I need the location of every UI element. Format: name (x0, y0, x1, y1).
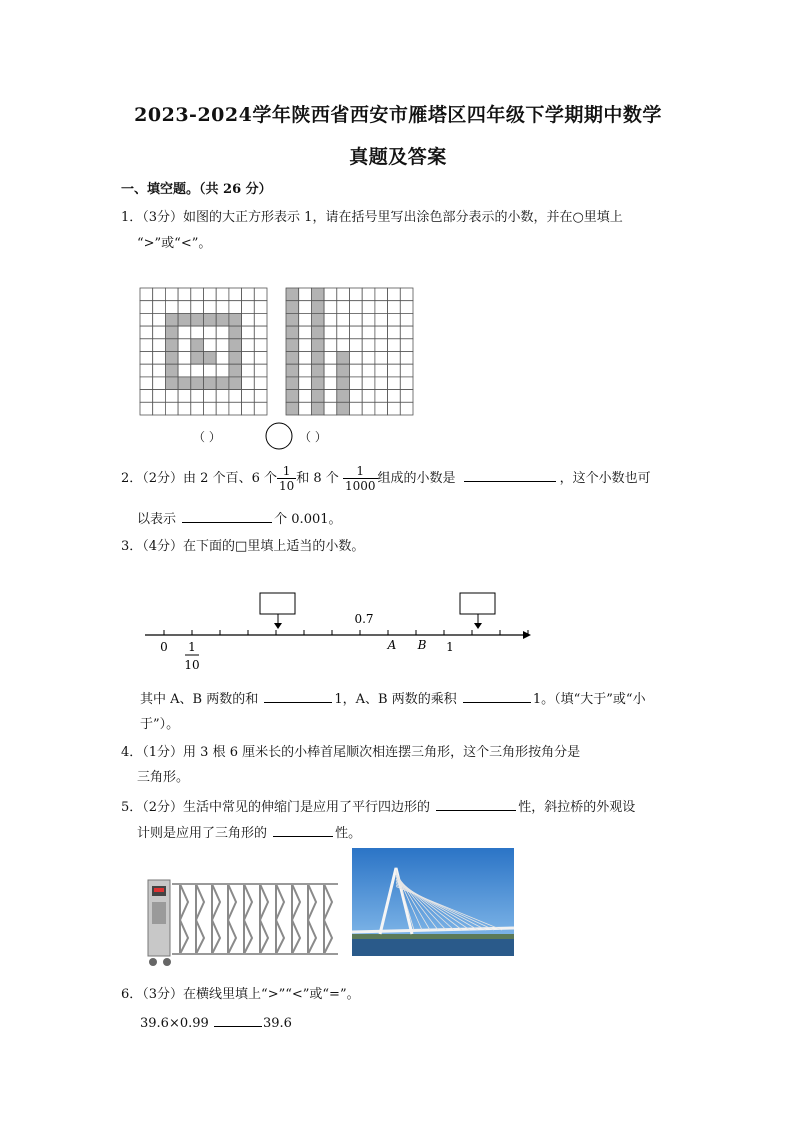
grid-cell (311, 390, 324, 403)
cable-stayed-bridge-image (352, 848, 514, 956)
grid-cell (191, 364, 204, 377)
grid-cell (165, 390, 178, 403)
grid-cell (242, 352, 255, 365)
answer-box-right[interactable] (460, 593, 495, 614)
grid-cell (242, 364, 255, 377)
grid-cell (299, 402, 312, 415)
grid-cell (337, 352, 350, 365)
grid-cell (216, 339, 229, 352)
grid-cell (254, 402, 267, 415)
grid-cell (178, 352, 191, 365)
grid-cell (286, 364, 299, 377)
section-heading: 一、填空题。（共 26 分） (121, 182, 272, 197)
grid-cell (178, 364, 191, 377)
grid-cell (178, 390, 191, 403)
arrow-down-icon (274, 623, 282, 629)
grid-cell (242, 377, 255, 390)
grid-cell (242, 402, 255, 415)
grid-cell (153, 313, 166, 326)
grid-cell (153, 326, 166, 339)
grid-cell (286, 288, 299, 301)
grid-cell (375, 339, 388, 352)
grid-cell (324, 377, 337, 390)
page-title: 2023-2024学年陕西省西安市雁塔区四年级下学期期中数学 (134, 104, 662, 126)
grid-cell (178, 313, 191, 326)
grid-cell (165, 288, 178, 301)
grid-cell (299, 301, 312, 314)
grid-cell (299, 339, 312, 352)
grid-cell (204, 352, 217, 365)
grid-cell (153, 288, 166, 301)
grid-cell (388, 339, 401, 352)
grid-cell (254, 301, 267, 314)
grid-cell (400, 390, 413, 403)
grid-cell (140, 390, 153, 403)
grid-cell (216, 390, 229, 403)
grid-cell (153, 352, 166, 365)
question-1-text-line2: “>”或“<”。 (137, 236, 212, 251)
grid-cell (242, 288, 255, 301)
grid-cell (311, 364, 324, 377)
grid-cell (337, 364, 350, 377)
answer-blank-q5a[interactable] (436, 796, 516, 811)
answer-blank-q3a[interactable] (264, 688, 332, 703)
grid-cell (204, 288, 217, 301)
grid-cell (178, 402, 191, 415)
grid-cell (204, 339, 217, 352)
grid-cell (400, 326, 413, 339)
grid-cell (286, 352, 299, 365)
grid-cell (229, 364, 242, 377)
grid-cell (191, 313, 204, 326)
grid-cell (216, 301, 229, 314)
grid-cell (178, 301, 191, 314)
question-1-grids (138, 286, 418, 451)
grid-cell (324, 402, 337, 415)
grid-cell (286, 301, 299, 314)
grid-cell (375, 288, 388, 301)
grid-cell (362, 313, 375, 326)
grid-cell (299, 390, 312, 403)
question-3-answer-line2: 于”）。 (140, 717, 180, 732)
grid-cell (153, 301, 166, 314)
grid-cell (350, 352, 363, 365)
grid-cell (324, 364, 337, 377)
grid-cell (311, 288, 324, 301)
grid-cell (191, 339, 204, 352)
grid-cell (388, 288, 401, 301)
grid-cell (299, 326, 312, 339)
grid-cell (216, 364, 229, 377)
grid-cell (375, 364, 388, 377)
grid-cell (204, 377, 217, 390)
grid-cell (337, 377, 350, 390)
question-3-answer-line: 其中 A、B 两数的和 1，A、B 两数的乘积 1。（填“大于”或“小 (140, 688, 646, 707)
grid-cell (299, 352, 312, 365)
question-3-text: 3．（4分）在下面的□里填上适当的小数。 (121, 539, 365, 554)
answer-paren-right[interactable]: （ ） (299, 430, 327, 444)
answer-blank-q2a[interactable] (464, 467, 556, 482)
grid-cell (350, 339, 363, 352)
grid-cell (350, 301, 363, 314)
grid-cell (362, 339, 375, 352)
question-2-text-line2: 以表示 个 0.001。 (137, 508, 342, 527)
grid-cell (140, 301, 153, 314)
tick-label-frac-num: 1 (188, 640, 196, 654)
grid-cell (375, 352, 388, 365)
grid-cell (165, 339, 178, 352)
grid-cell (229, 326, 242, 339)
grid-cell (350, 390, 363, 403)
grid-cell (216, 352, 229, 365)
question-5-text: 5．（2分）生活中常见的伸缩门是应用了平行四边形的 性，斜拉桥的外观设 (121, 796, 635, 815)
grid-cell (229, 402, 242, 415)
number-line (140, 585, 540, 680)
grid-cell (362, 301, 375, 314)
compare-circle[interactable] (266, 423, 292, 449)
grid-cell (388, 402, 401, 415)
grid-cell (242, 313, 255, 326)
telescopic-gate-image (140, 872, 340, 968)
grid-cell (337, 313, 350, 326)
label-B: B (417, 638, 427, 652)
grid-cell (400, 288, 413, 301)
grid-cell (254, 377, 267, 390)
grid-cell (165, 326, 178, 339)
question-4-text: 4．（1分）用 3 根 6 厘米长的小棒首尾顺次相连摆三角形，这个三角形按角分是 (121, 745, 581, 760)
grid-cell (286, 390, 299, 403)
grid-cell (388, 377, 401, 390)
grid-cell (165, 313, 178, 326)
answer-blank-q5b[interactable] (273, 822, 333, 837)
grid-cell (299, 313, 312, 326)
grid-cell (324, 339, 337, 352)
grid-cell (153, 364, 166, 377)
grid-cell (350, 313, 363, 326)
grid-cell (362, 377, 375, 390)
grid-cell (178, 339, 191, 352)
grid-cell (216, 313, 229, 326)
grid-cell (375, 301, 388, 314)
grid-cell (337, 390, 350, 403)
grid-cell (400, 301, 413, 314)
answer-blank-q2b[interactable] (182, 508, 272, 523)
grid-cell (362, 390, 375, 403)
question-2-text (121, 464, 651, 493)
grid-cell (286, 402, 299, 415)
label-1: 1 (446, 640, 454, 654)
grid-cell (311, 352, 324, 365)
grid-cell (375, 326, 388, 339)
grid-cell (388, 390, 401, 403)
question-6-expression: 39.6×0.99 39.6 (140, 1012, 292, 1031)
grid-cell (362, 364, 375, 377)
grid-cell (204, 390, 217, 403)
grid-cell (350, 364, 363, 377)
grid-cell (324, 288, 337, 301)
grid-cell (375, 402, 388, 415)
grid-right (286, 288, 413, 415)
q2-part1: 2．（2分）由 2 个百、6 个 (121, 471, 277, 486)
question-6-text: 6．（3分）在横线里填上“>”“<”或“=”。 (121, 987, 360, 1002)
q2-part4: ，这个小数也可 (559, 471, 651, 486)
grid-cell (286, 377, 299, 390)
grid-cell (254, 326, 267, 339)
axis-ticks (164, 630, 528, 635)
label-A: A (387, 638, 397, 652)
grid-cell (350, 288, 363, 301)
grid-cell (350, 377, 363, 390)
grid-cell (229, 288, 242, 301)
grid-cell (350, 402, 363, 415)
label-0-7: 0.7 (354, 612, 374, 626)
grid-cell (216, 326, 229, 339)
grid-cell (286, 326, 299, 339)
grid-cell (153, 390, 166, 403)
q2-part3: 组成的小数是 (377, 471, 456, 486)
grid-cell (324, 313, 337, 326)
grid-cell (375, 377, 388, 390)
grid-cell (254, 352, 267, 365)
answer-blank-q6[interactable] (214, 1012, 262, 1027)
fraction-1-1000: $\frac{1}{1000}$ (344, 464, 376, 493)
grid-cell (299, 288, 312, 301)
question-4-text-line2: 三角形。 (137, 770, 190, 785)
grid-cell (324, 352, 337, 365)
grid-cell (229, 352, 242, 365)
grid-cell (311, 313, 324, 326)
grid-cell (286, 339, 299, 352)
grid-cell (216, 402, 229, 415)
grid-cell (388, 352, 401, 365)
grid-cell (311, 326, 324, 339)
grid-cell (191, 352, 204, 365)
question-5-text-line2: 计则是应用了三角形的 性。 (137, 822, 361, 841)
arrow-down-icon (474, 623, 482, 629)
grid-cell (153, 377, 166, 390)
grid-cell (375, 313, 388, 326)
grid-cell (311, 339, 324, 352)
grid-cell (400, 352, 413, 365)
grid-cell (388, 313, 401, 326)
grid-left (140, 288, 267, 415)
grid-cell (140, 313, 153, 326)
fraction-1-10: $\frac{1}{10}$ (278, 464, 295, 493)
grid-cell (311, 377, 324, 390)
grid-cell (165, 364, 178, 377)
grid-cell (229, 339, 242, 352)
grid-cell (362, 326, 375, 339)
grid-cell (362, 352, 375, 365)
grid-cell (204, 364, 217, 377)
grid-cell (311, 301, 324, 314)
grid-cell (242, 326, 255, 339)
grid-cell (165, 352, 178, 365)
grid-cell (140, 339, 153, 352)
grid-cell (324, 390, 337, 403)
grid-cell (165, 377, 178, 390)
grid-cell (254, 313, 267, 326)
grid-cell (400, 377, 413, 390)
grid-cell (204, 326, 217, 339)
grid-cell (254, 339, 267, 352)
grid-cell (362, 402, 375, 415)
grid-cell (191, 301, 204, 314)
grid-cell (324, 326, 337, 339)
grid-cell (242, 339, 255, 352)
grid-cell (337, 288, 350, 301)
grid-cell (140, 288, 153, 301)
tick-label-frac-den: 10 (184, 658, 200, 672)
q2-part2: 和 8 个 (296, 471, 339, 486)
grid-cell (324, 301, 337, 314)
grid-cell (254, 390, 267, 403)
grid-cell (337, 402, 350, 415)
grid-cell (229, 313, 242, 326)
question-1-text: 1．（3分）如图的大正方形表示 1，请在括号里写出涂色部分表示的小数，并在○里填上 (121, 210, 623, 225)
answer-box-left[interactable] (260, 593, 295, 614)
grid-cell (140, 377, 153, 390)
grid-cell (299, 364, 312, 377)
grid-cell (337, 326, 350, 339)
answer-blank-q3b[interactable] (463, 688, 531, 703)
tick-label-0: 0 (160, 640, 168, 654)
grid-cell (153, 402, 166, 415)
grid-cell (140, 402, 153, 415)
grid-cell (286, 313, 299, 326)
grid-cell (204, 402, 217, 415)
grid-cell (242, 301, 255, 314)
grid-cell (140, 352, 153, 365)
grid-cell (178, 326, 191, 339)
grid-cell (204, 301, 217, 314)
answer-paren-left[interactable]: （ ） (193, 430, 221, 444)
grid-cell (388, 364, 401, 377)
grid-cell (400, 313, 413, 326)
grid-cell (140, 326, 153, 339)
grid-cell (350, 326, 363, 339)
grid-cell (400, 364, 413, 377)
grid-cell (191, 326, 204, 339)
grid-cell (178, 288, 191, 301)
grid-cell (254, 364, 267, 377)
page-title-line2: 真题及答案 (349, 146, 447, 168)
grid-cell (299, 377, 312, 390)
grid-cell (362, 288, 375, 301)
grid-cell (153, 339, 166, 352)
axis-arrow-icon (523, 631, 531, 639)
grid-cell (337, 339, 350, 352)
grid-cell (216, 288, 229, 301)
grid-cell (165, 301, 178, 314)
grid-cell (191, 377, 204, 390)
grid-cell (388, 301, 401, 314)
grid-cell (165, 402, 178, 415)
grid-cell (400, 402, 413, 415)
grid-cell (204, 313, 217, 326)
grid-cell (229, 377, 242, 390)
grid-cell (216, 377, 229, 390)
grid-cell (229, 390, 242, 403)
grid-cell (191, 402, 204, 415)
grid-cell (242, 390, 255, 403)
grid-cell (254, 288, 267, 301)
grid-cell (191, 288, 204, 301)
grid-cell (337, 301, 350, 314)
grid-cell (178, 377, 191, 390)
grid-cell (191, 390, 204, 403)
grid-cell (229, 301, 242, 314)
grid-cell (140, 364, 153, 377)
grid-cell (375, 390, 388, 403)
grid-cell (311, 402, 324, 415)
grid-cell (400, 339, 413, 352)
grid-cell (388, 326, 401, 339)
